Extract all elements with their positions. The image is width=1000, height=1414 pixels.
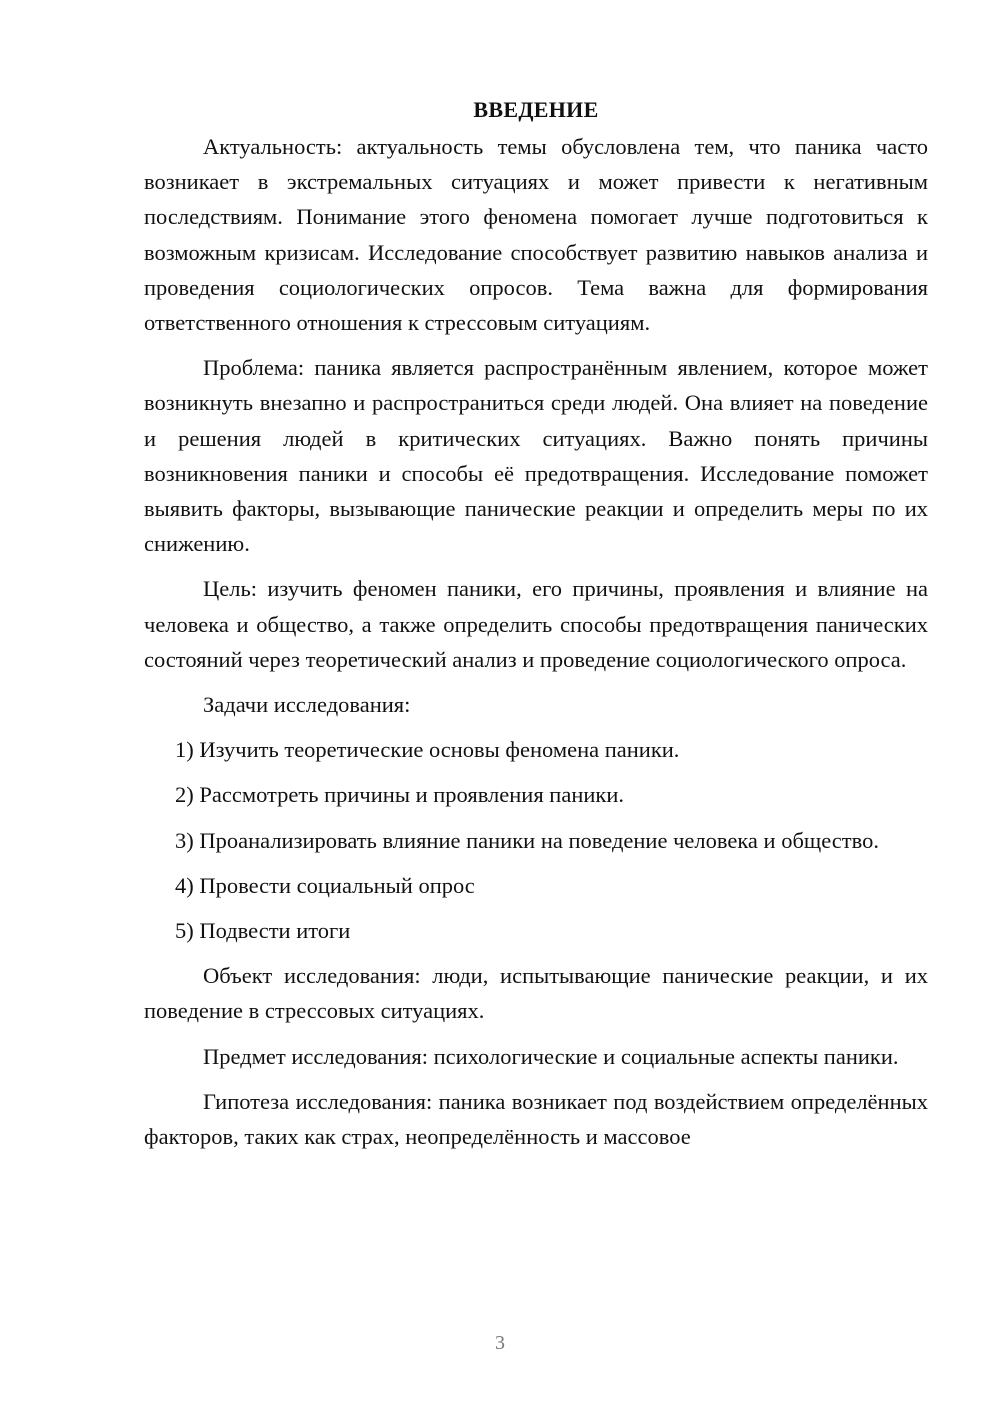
task-item-1: 1) Изучить теоретические основы феномена паники. — [175, 737, 680, 763]
paragraph-hypothesis: Гипотеза исследования: паника возникает под воздействием определённых факторов, таких как страх, неопределённость и массовое — [144, 1088, 928, 1150]
paragraph-relevance: Актуальность: актуальность темы обусловлена тем, что паника часто возникает в экстремальных ситуациях и может привести к негативным последствиям. Понимание этого феномена помогает лучше подготовиться к возможным кризисам. Исследование способствует развитию навыков анализа и проведения социологических опросов. Тема важна для формирования ответственного отношения к стрессовым ситуациям. — [144, 134, 928, 336]
task-item-4: 4) Провести социальный опрос — [175, 872, 475, 898]
document-page — [144, 92, 928, 1154]
task-item-3: 3) Проанализировать влияние паники на поведение человека и общество. — [175, 827, 879, 853]
task-item-5: 5) Подвести итоги — [175, 918, 351, 944]
paragraph-subject: Предмет исследования: психологические и социальные аспекты паники. — [203, 1043, 899, 1069]
paragraph-problem: Проблема: паника является распространённым явлением, которое может возникнуть внезапно и распространиться среди людей. Она влияет на поведение и решения людей в критических ситуациях. Важно понять причины возникновения паники и способы её предотвращения. Исследование поможет выявить факторы, вызывающие панические реакции и определить меры по их снижению. — [144, 355, 928, 557]
paragraph-object: Объект исследования: люди, испытывающие панические реакции, и их поведение в стрессовых ситуациях. — [144, 963, 928, 1024]
page-number: 3 — [495, 1332, 505, 1354]
paragraph-tasks-heading: Задачи исследования: — [203, 692, 411, 718]
paragraph-goal: Цель: изучить феномен паники, его причины, проявления и влияние на человека и общество, а также определить способы предотвращения панических состояний через теоретический анализ и проведение социологического опроса. — [144, 576, 928, 672]
section-title: ВВЕДЕНИЕ — [473, 97, 599, 122]
task-item-2: 2) Рассмотреть причины и проявления паники. — [175, 782, 625, 808]
